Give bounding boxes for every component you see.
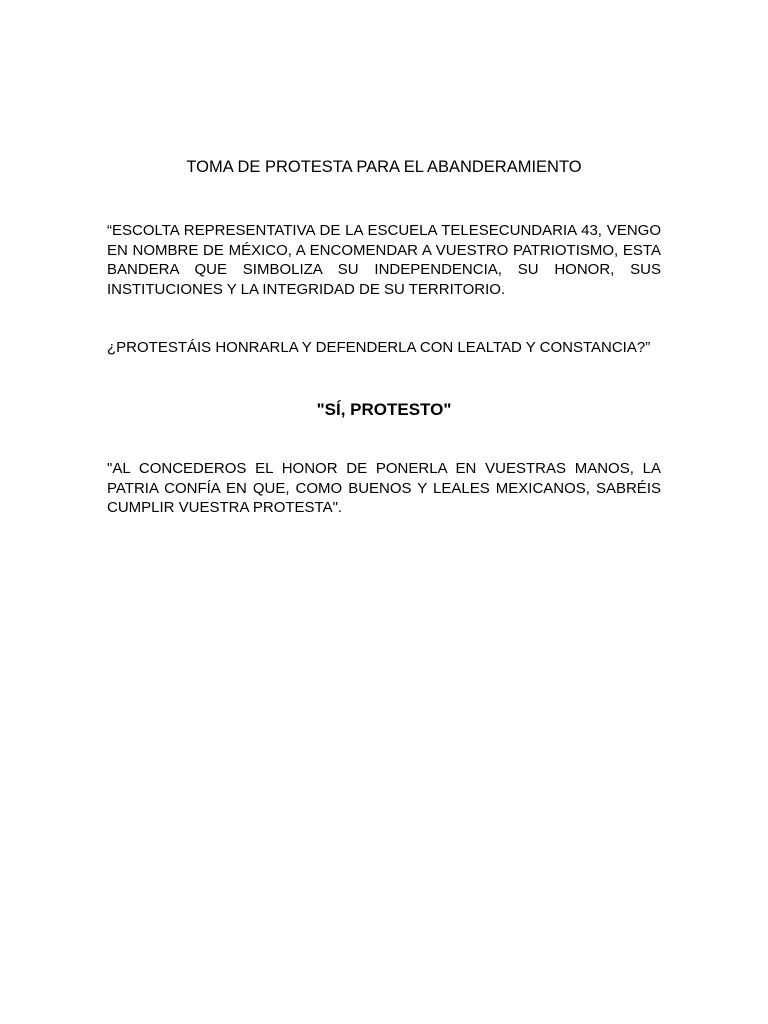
- oath-question: ¿PROTESTÁIS HONRARLA Y DEFENDERLA CON LEALTAD Y CONSTANCIA?”: [107, 339, 651, 356]
- closing-paragraph: "AL CONCEDEROS EL HONOR DE PONERLA EN VUESTRAS MANOS, LA PATRIA CONFÍA EN QUE, COMO BUENOS Y LEALES MEXICANOS, SABRÉIS CUMPLIR VUESTRA PROTESTA".: [107, 460, 661, 516]
- document-title: TOMA DE PROTESTA PARA EL ABANDERAMIENTO: [186, 158, 582, 176]
- escort-address-paragraph: “ESCOLTA REPRESENTATIVA DE LA ESCUELA TELESECUNDARIA 43, VENGO EN NOMBRE DE MÉXICO, A ENCOMENDAR A VUESTRO PATRIOTISMO, ESTA BANDERA QUE SIMBOLIZA SU INDEPENDENCIA, SU HONOR, SUS INSTITUCIONES Y LA INTEGRIDAD DE SU TERRITORIO.: [107, 222, 661, 298]
- oath-answer: "SÍ, PROTESTO": [316, 400, 452, 419]
